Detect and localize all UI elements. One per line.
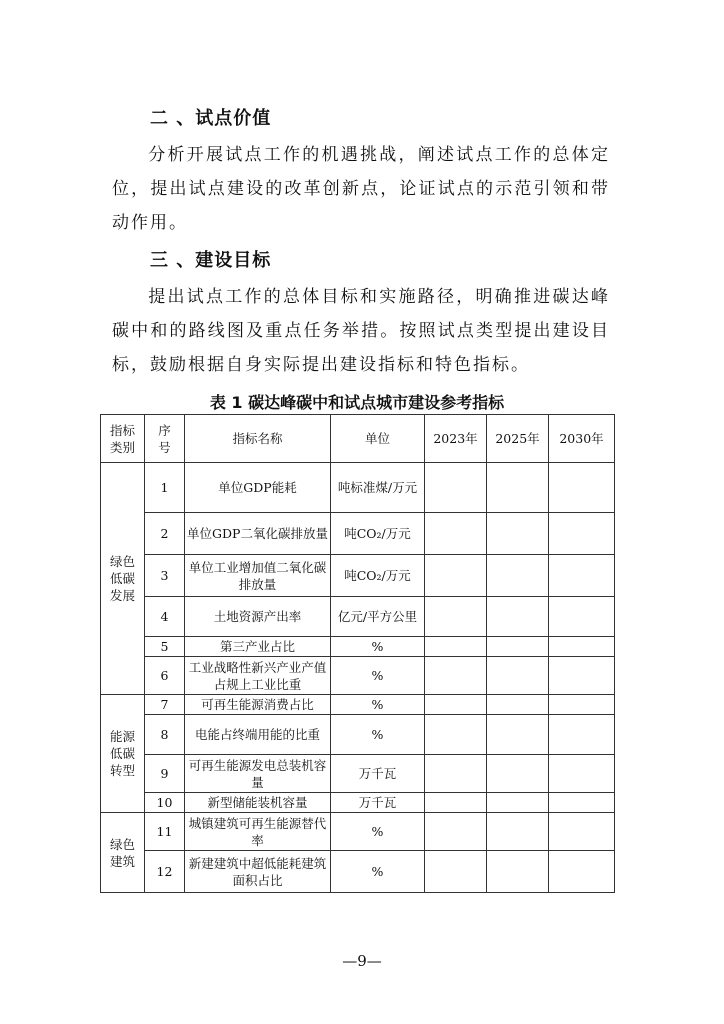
value-2025-cell [487,463,549,513]
value-2025-cell [487,597,549,637]
category-cell: 能源 低碳 转型 [101,695,145,813]
value-2025-cell [487,755,549,793]
page-number: —9— [342,952,382,970]
value-2023-cell [425,657,487,695]
unit-cell: % [331,695,425,715]
value-2023-cell [425,513,487,555]
indicator-name-cell: 单位GDP能耗 [185,463,331,513]
unit-cell: 亿元/平方公里 [331,597,425,637]
table-row [101,657,615,695]
value-2025-cell [487,813,549,851]
value-2030-cell [549,755,615,793]
value-2030-cell [549,463,615,513]
table-row [101,755,615,793]
header-2030: 2030年 [549,415,615,463]
indicator-table [100,414,615,893]
seq-cell: 5 [145,637,185,657]
table-row [101,715,615,755]
unit-cell: % [331,813,425,851]
seq-cell: 3 [145,555,185,597]
header-2025: 2025年 [487,415,549,463]
table-title: 表 1 碳达峰碳中和试点城市建设参考指标 [209,393,505,412]
category-cell: 绿色 低碳 发展 [101,463,145,695]
seq-cell: 7 [145,695,185,715]
unit-cell: 万千瓦 [331,755,425,793]
table-row [101,637,615,657]
unit-cell: % [331,637,425,657]
indicator-name-cell: 土地资源产出率 [185,597,331,637]
seq-cell: 2 [145,513,185,555]
section-3-paragraph: 提出试点工作的总体目标和实施路径，明确推进碳达峰碳中和的路线图及重点任务举措。按照试点类型提出建设目标，鼓励根据自身实际提出建设指标和特色指标。 [112,287,610,375]
table-body [101,463,615,893]
category-cell: 绿色 建筑 [101,813,145,893]
indicator-name-cell: 新型储能装机容量 [185,793,331,813]
unit-cell: 万千瓦 [331,793,425,813]
indicator-name-cell: 可再生能源发电总装机容量 [185,755,331,793]
seq-cell: 8 [145,715,185,755]
value-2023-cell [425,755,487,793]
table-row [101,793,615,813]
seq-cell: 10 [145,793,185,813]
value-2023-cell [425,695,487,715]
value-2030-cell [549,851,615,893]
value-2023-cell [425,715,487,755]
indicator-name-cell: 可再生能源消费占比 [185,695,331,715]
table-row [101,695,615,715]
seq-cell: 11 [145,813,185,851]
unit-cell: % [331,715,425,755]
value-2030-cell [549,715,615,755]
value-2023-cell [425,597,487,637]
indicator-name-cell: 第三产业占比 [185,637,331,657]
header-unit: 单位 [331,415,425,463]
header-2023: 2023年 [425,415,487,463]
table-row [101,597,615,637]
table-row [101,513,615,555]
value-2025-cell [487,715,549,755]
table-row [101,463,615,513]
unit-cell: 吨标准煤/万元 [331,463,425,513]
value-2023-cell [425,463,487,513]
value-2025-cell [487,695,549,715]
value-2025-cell [487,793,549,813]
unit-cell: % [331,851,425,893]
seq-cell: 9 [145,755,185,793]
section-3-heading: 三 、建设目标 [150,250,272,271]
unit-cell: 吨CO₂/万元 [331,513,425,555]
header-category: 指标 类别 [101,415,145,463]
indicator-name-cell: 工业战略性新兴产业产值占规上工业比重 [185,657,331,695]
value-2023-cell [425,555,487,597]
value-2030-cell [549,513,615,555]
seq-cell: 1 [145,463,185,513]
table-row [101,813,615,851]
value-2030-cell [549,793,615,813]
value-2030-cell [549,695,615,715]
table-row [101,555,615,597]
indicator-name-cell: 电能占终端用能的比重 [185,715,331,755]
value-2023-cell [425,793,487,813]
value-2025-cell [487,657,549,695]
value-2030-cell [549,597,615,637]
header-name: 指标名称 [185,415,331,463]
header-seq: 序 号 [145,415,185,463]
unit-cell: % [331,657,425,695]
section-2-heading: 二 、试点价值 [150,108,272,129]
indicator-name-cell: 城镇建筑可再生能源替代率 [185,813,331,851]
value-2030-cell [549,637,615,657]
value-2023-cell [425,637,487,657]
unit-cell: 吨CO₂/万元 [331,555,425,597]
seq-cell: 4 [145,597,185,637]
indicator-name-cell: 单位GDP二氧化碳排放量 [185,513,331,555]
table-row [101,851,615,893]
indicator-name-cell: 新建建筑中超低能耗建筑面积占比 [185,851,331,893]
seq-cell: 6 [145,657,185,695]
value-2030-cell [549,555,615,597]
value-2025-cell [487,513,549,555]
value-2025-cell [487,851,549,893]
table-header-row [101,415,615,463]
indicator-name-cell: 单位工业增加值二氧化碳排放量 [185,555,331,597]
section-2-paragraph: 分析开展试点工作的机遇挑战，阐述试点工作的总体定位，提出试点建设的改革创新点，论证试点的示范引领和带动作用。 [112,145,610,233]
value-2030-cell [549,813,615,851]
value-2025-cell [487,555,549,597]
value-2023-cell [425,851,487,893]
value-2025-cell [487,637,549,657]
value-2030-cell [549,657,615,695]
value-2023-cell [425,813,487,851]
seq-cell: 12 [145,851,185,893]
